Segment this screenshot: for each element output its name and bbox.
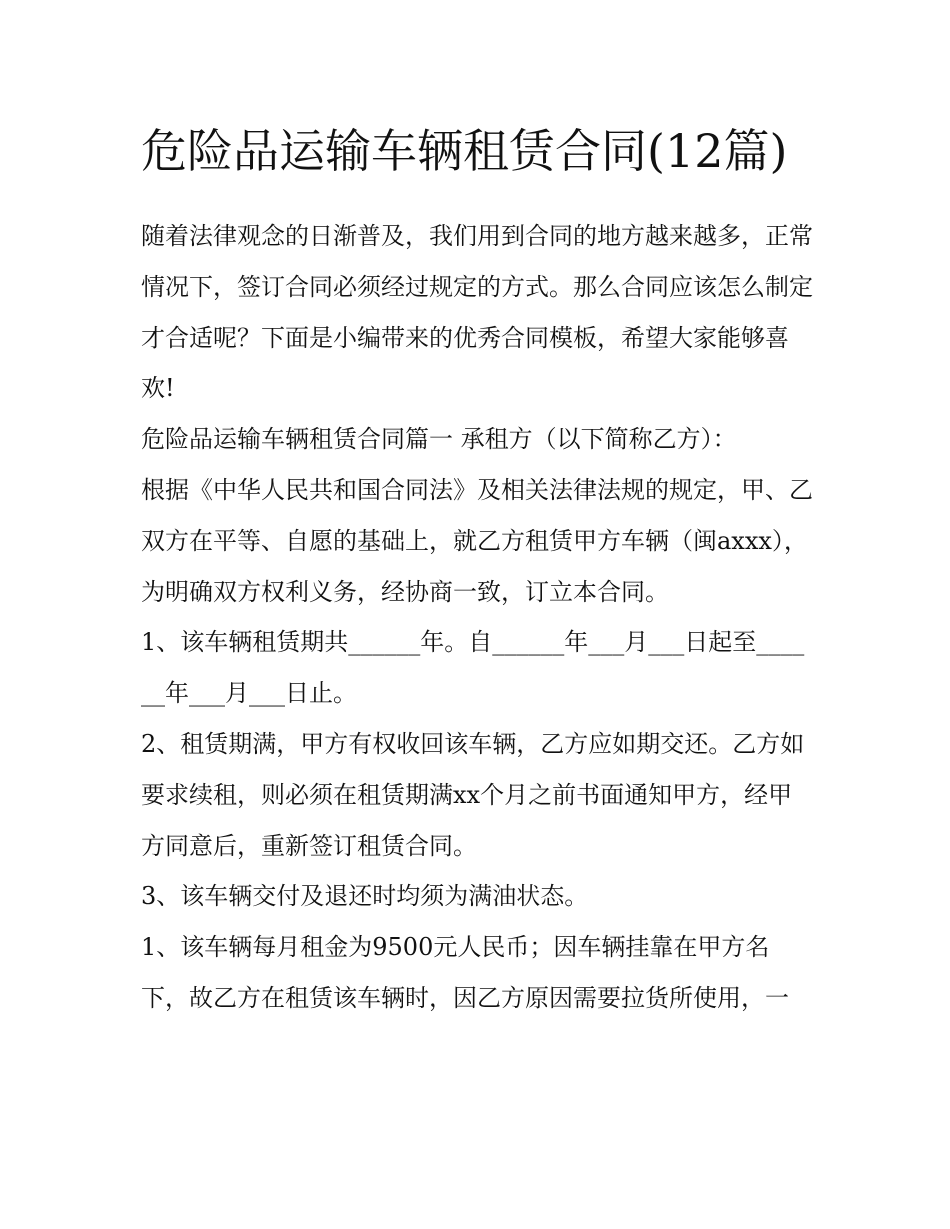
clause-lease-term: 1、该车辆租赁期共______年。自______年___月___日起至______年___月___日止。: [141, 628, 805, 708]
clause-lease-expiry: 2、租赁期满，甲方有权收回该车辆，乙方应如期交还。乙方如要求续租，则必须在租赁期满xx个月之前书面通知甲方，经甲方同意后，重新签订租赁合同。: [141, 729, 805, 860]
intro-paragraph: 随着法律观念的日渐普及，我们用到合同的地方越来越多，正常情况下，签订合同必须经过规定的方式。那么合同应该怎么制定才合适呢？下面是小编带来的优秀合同模板，希望大家能够喜欢!: [141, 222, 813, 403]
contract-heading-paragraph: 危险品运输车辆租赁合同篇一 承租方（以下简称乙方）：: [141, 425, 737, 454]
clause-monthly-rent: 1、该车辆每月租金为9500元人民币；因车辆挂靠在甲方名下，故乙方在租赁该车辆时，因乙方原因需要拉货所使用，一: [141, 933, 789, 1012]
document-page: [141, 110, 813, 1024]
clause-fuel-status: 3、该车辆交付及退还时均须为满油状态。: [141, 882, 589, 911]
document-title: 危险品运输车辆租赁合同(12篇): [141, 124, 788, 178]
contract-preamble-paragraph: 根据《中华人民共和国合同法》及相关法律法规的规定，甲、乙双方在平等、自愿的基础上，就乙方租赁甲方车辆（闽axxx），为明确双方权利义务，经协商一致，订立本合同。: [141, 475, 813, 606]
